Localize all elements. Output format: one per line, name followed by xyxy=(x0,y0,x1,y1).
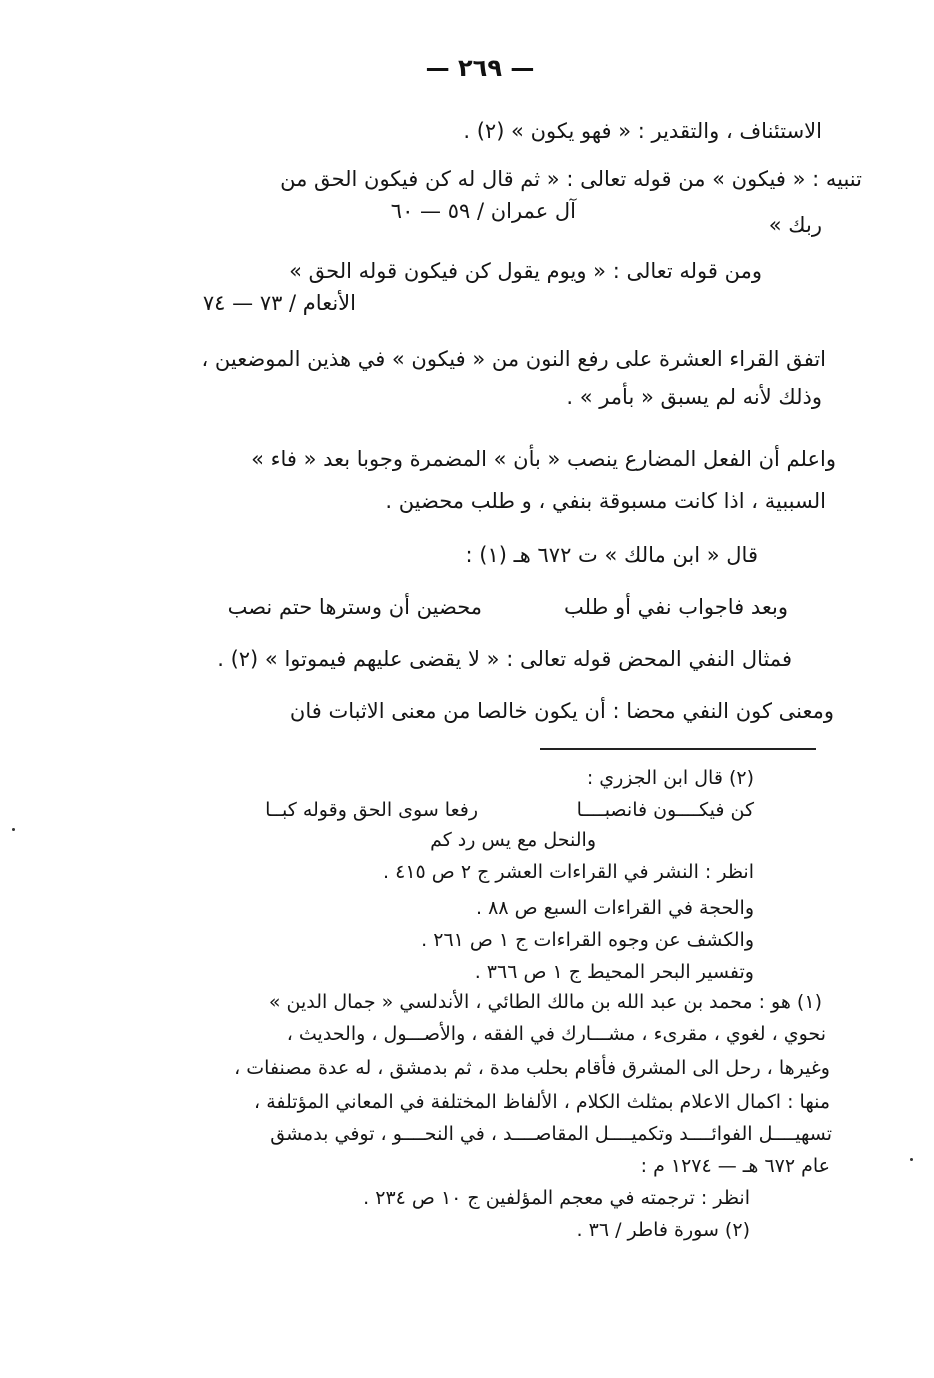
body-line: تنبيه : « فيكون » من قوله تعالى : « ثم قال له كن فيكون الحق من xyxy=(280,167,862,191)
body-line: ربك » xyxy=(768,213,822,237)
body-line: ومن قوله تعالى : « ويوم يقول كن فيكون قوله الحق » xyxy=(289,259,762,283)
body-line: واعلم أن الفعل المضارع ينصب « بأن » المضمرة وجوبا بعد « فاء » xyxy=(251,447,836,471)
body-line: الاستئناف ، والتقدير : « فهو يكون » (٢) . xyxy=(463,119,822,143)
footnote-line: انظر : النشر في القراءات العشر ج ٢ ص ٤١٥ . xyxy=(383,861,754,883)
body-line: فمثال النفي المحض قوله تعالى : « لا يقضى عليهم فيموتوا » (٢) . xyxy=(217,647,792,671)
footnote-line: (١) هو : محمد بن عبد الله بن مالك الطائي ، الأندلسي « جمال الدين » xyxy=(268,991,822,1013)
footnote-line: عام ٦٧٢ هـ — ١٢٧٤ م : xyxy=(640,1155,830,1177)
body-line: قال « ابن مالك » ت ٦٧٢ هـ (١) : xyxy=(465,543,758,567)
footnote-line: (٢) قال ابن الجزري : xyxy=(586,767,754,789)
body-line: السببية ، اذا كانت مسبوقة بنفي ، و طلب محضين . xyxy=(385,489,826,513)
scan-speck xyxy=(12,828,15,831)
body-line: وذلك لأنه لم يسبق « بأمر » . xyxy=(566,385,822,409)
footnote-line: والحجة في القراءات السبع ص ٨٨ . xyxy=(476,897,754,919)
footnote-line: نحوي ، لغوي ، مقرىء ، مشـــارك في الفقه ، والأصـــول ، والحديث ، xyxy=(286,1023,826,1045)
body-line: ومعنى كون النفي محضا : أن يكون خالصا من معنى الاثبات فان xyxy=(289,699,834,723)
body-line: آل عمران / ٥٩ — ٦٠ xyxy=(390,199,576,223)
footnote-line: انظر : ترجمته في معجم المؤلفين ج ١٠ ص ٢٣٤ . xyxy=(363,1187,750,1209)
footnote-line: والكشف عن وجوه القراءات ج ١ ص ٢٦١ . xyxy=(421,929,754,951)
footnote-line: وغيرها ، رحل الى المشرق فأقام بحلب مدة ، ثم بدمشق ، له عدة مصنفات ، xyxy=(234,1057,830,1079)
footnote-verse: والنحل مع يس رد كم xyxy=(430,829,596,851)
footnote-line: تسهيــــل الفوائــــد وتكميــــل المقاصــــد ، في النحــــو ، توفي بدمشق xyxy=(270,1123,832,1145)
body-line: الأنعام / ٧٣ — ٧٤ xyxy=(202,291,356,315)
footnote-verse: كن فيكــــون فانصبــــا xyxy=(576,799,754,821)
verse-second-hemistich: محضين أن وسترها حتم نصب xyxy=(227,595,482,619)
footnote-line: منها : اكمال الاعلام بمثلث الكلام ، الألفاظ المختلفة في المعاني المؤتلفة ، xyxy=(254,1091,830,1113)
footnote-line: وتفسير البحر المحيط ج ١ ص ٣٦٦ . xyxy=(474,961,754,983)
footnote-verse: رفعا سوى الحق وقوله كبــا xyxy=(265,799,478,821)
page-number: — ٢٦٩ — xyxy=(425,54,535,82)
verse-first-hemistich: وبعد فاجواب نفي أو طلب xyxy=(564,595,788,619)
footnote-separator xyxy=(540,748,816,750)
scan-speck xyxy=(910,1158,913,1161)
footnote-line: (٢) سورة فاطر / ٣٦ . xyxy=(576,1219,750,1241)
body-line: اتفق القراء العشرة على رفع النون من « فيكون » في هذين الموضعين ، xyxy=(201,347,826,371)
